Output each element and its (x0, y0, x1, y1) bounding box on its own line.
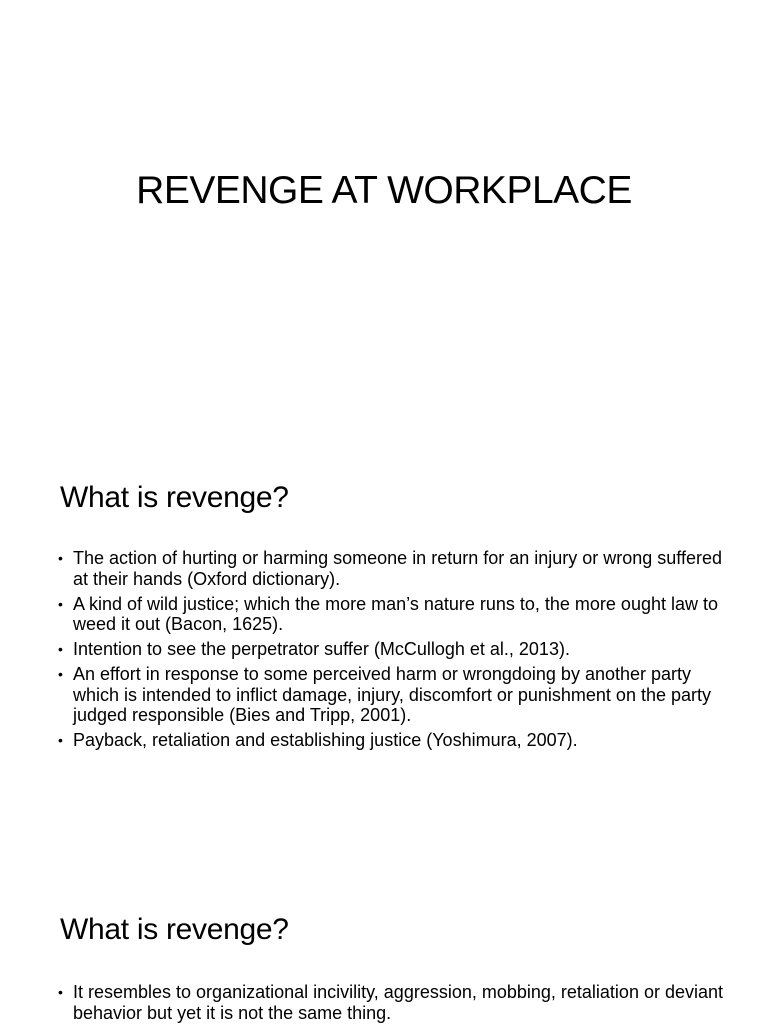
bullet-text: An effort in response to some perceived harm or wrongdoing by another party which is intended to inflict damage, injury, discomfort or punishment on the party judged responsible (Bies and Tripp, 2001). (73, 664, 711, 725)
bullet-list (58, 982, 738, 1028)
bullet-text: A kind of wild justice; which the more man’s nature runs to, the more ought law to weed it out (Bacon, 1625). (73, 593, 718, 634)
bullet-text: Intention to see the perpetrator suffer (McCullogh et al., 2013). (73, 639, 570, 659)
bullet-icon: • (58, 595, 63, 612)
bullet-icon: • (58, 550, 63, 566)
slide-what-is-revenge-1 (0, 432, 768, 864)
slide-what-is-revenge-2 (0, 864, 768, 1024)
bullet-text: Payback, retaliation and establishing justice (Yoshimura, 2007). (73, 730, 578, 750)
bullet-item (58, 982, 738, 1023)
slide-heading: What is revenge? (60, 481, 289, 514)
bullet-icon: • (58, 732, 63, 748)
bullet-item (58, 594, 738, 635)
bullet-icon: • (58, 641, 63, 657)
bullet-text: It resembles to organizational incivility, aggression, mobbing, retaliation or deviant behavior but yet it is not the same thing. (73, 982, 724, 1023)
bullet-item (58, 639, 738, 660)
bullet-icon: • (58, 666, 63, 682)
bullet-item (58, 730, 738, 751)
slide-heading: What is revenge? (60, 913, 289, 946)
bullet-icon: • (58, 984, 63, 1000)
bullet-item (58, 664, 738, 726)
bullet-text: The action of hurting or harming someone in return for an injury or wrong suffered at their hands (Oxford dictionary). (73, 548, 723, 589)
slide-title (0, 0, 768, 432)
bullet-list (58, 548, 738, 755)
bullet-item (58, 548, 738, 589)
presentation-title: REVENGE AT WORKPLACE (136, 169, 632, 212)
